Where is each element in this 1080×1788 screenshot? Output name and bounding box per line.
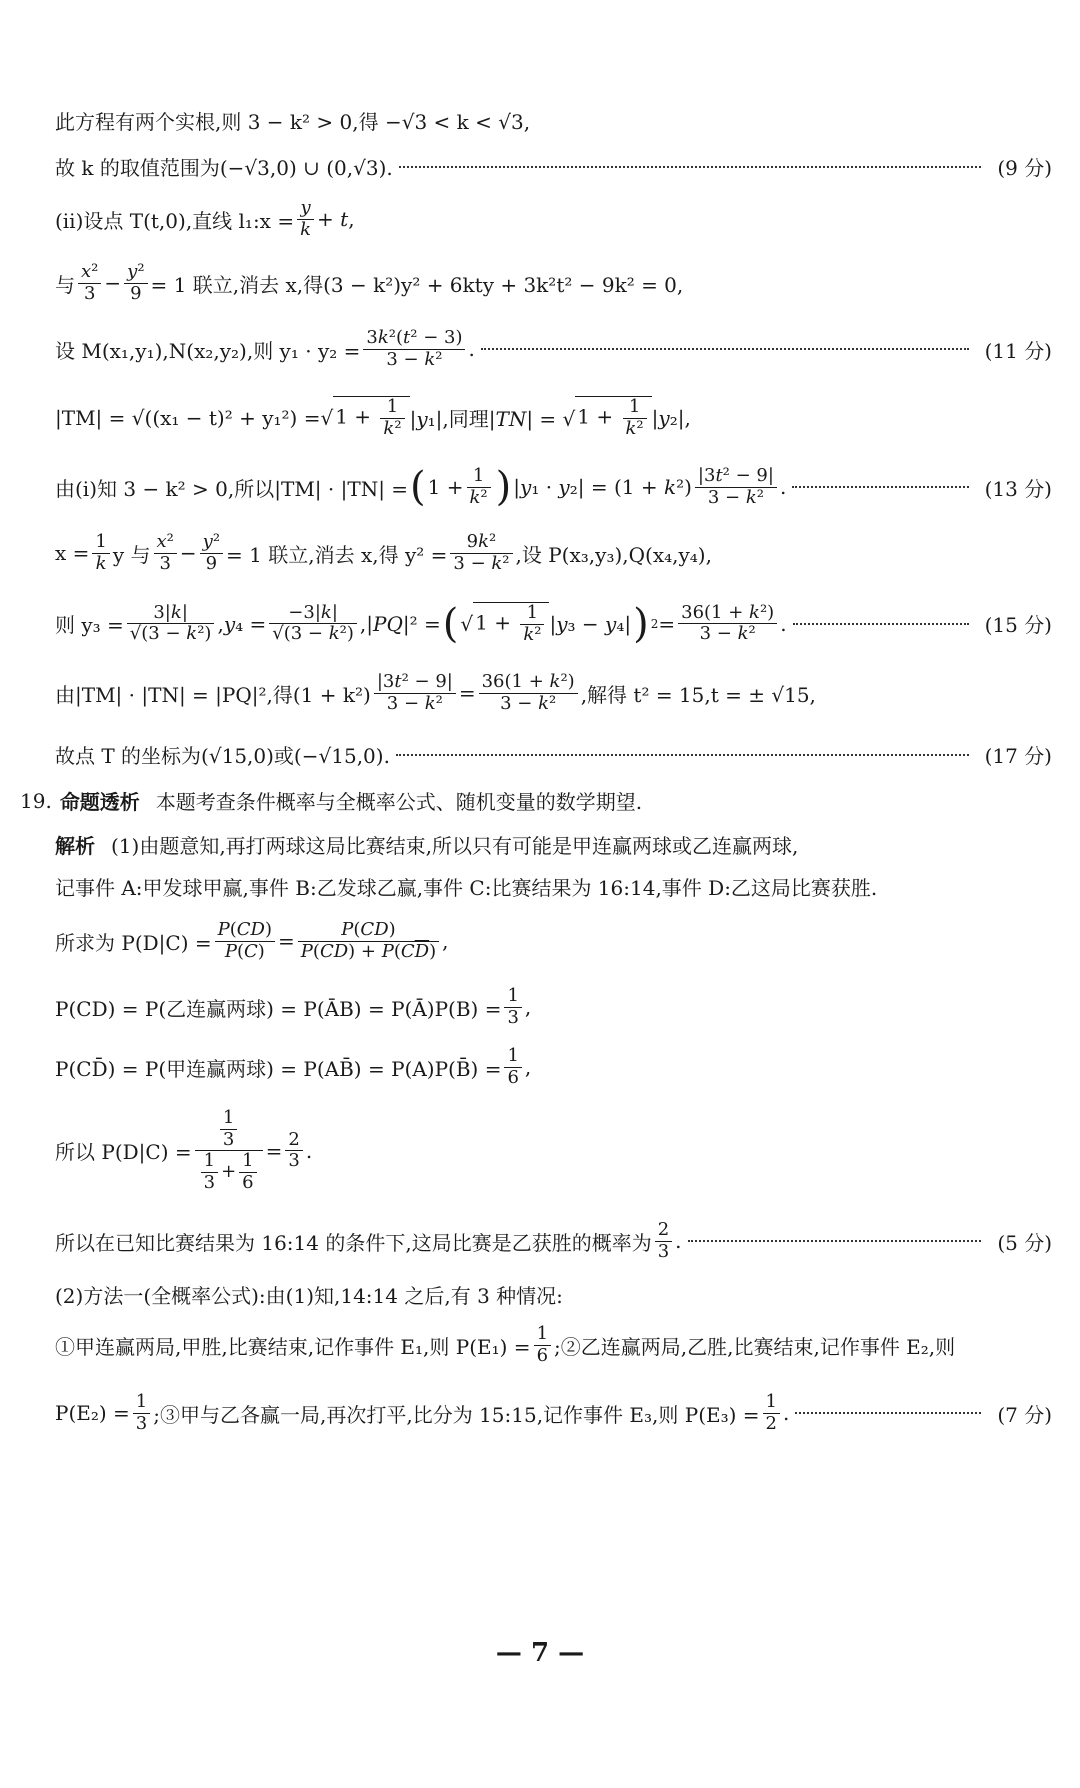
text-jiexi: (1)由题意知,再打两球这局比赛结束,所以只有可能是甲连赢两球或乙连赢两球,	[111, 834, 799, 858]
page-number: — 7 —	[495, 1638, 585, 1668]
line-q19-header	[20, 786, 1052, 815]
text-y2-eq: = 1 联立,消去 x,得 y² =	[226, 542, 448, 567]
text-case3: ;③甲与乙各赢一局,再次打平,比分为 15:15,记作事件 E₃,则 P(E₃) =	[153, 1402, 760, 1427]
question-number: 19.	[20, 788, 52, 813]
text-tm-length: |TM| = √((x₁ − t)² + y₁²) =	[55, 405, 321, 430]
line-conclude: 所以在已知比赛结果为 16:14 的条件下,这局比赛是乙获胜的概率为 $\frac{2}{3}$ . (5 分)	[55, 1219, 1052, 1262]
line-method1	[55, 1280, 1052, 1309]
text-conclude: 所以在已知比赛结果为 16:14 的条件下,这局比赛是乙获胜的概率为	[55, 1230, 652, 1255]
text-t-coords: 故点 T 的坐标为(√15,0)或(−√15,0).	[55, 744, 390, 768]
line-events	[55, 872, 1052, 901]
text-case1: ①甲连赢两局,甲胜,比赛结束,记作事件 E₁,则 P(E₁) =	[55, 1334, 531, 1359]
text-tm-tn: 由(ⅰ)知 3 − k² > 0,所以|TM| · |TN| =	[55, 476, 409, 501]
text-with: 与	[55, 272, 75, 297]
line-case3: P(E₂) = $\frac{1}{3}$ ;③甲与乙各赢一局,再次打平,比分为 15:15,记作事件 E₃,则 P(E₃) = $\frac{1}{2}$ . (7 分)	[55, 1391, 1052, 1434]
score-7: (7 分)	[997, 1402, 1052, 1427]
text-k-range: 故 k 的取值范围为(−√3,0) ∪ (0,√3).	[55, 156, 393, 180]
line-tm-tn: 由(ⅰ)知 3 − k² > 0,所以|TM| · |TN| = ( 1 + $\frac{1}{\text{k²}}$ ) |y₁ · y₂| = (1 + k²) $\frac{\text{|3t² − 9|}}{\text{3 − k²}}$ . (13 分)	[55, 464, 1052, 511]
label-mingti: 命题透析	[59, 790, 140, 814]
line-p-req: 所求为 P(D|C) = $\frac{P(CD)}{P(C)}$ = $\frac{P(CD)}{P(CD) + P(C\overline{D})}$ ,	[55, 919, 449, 962]
line-p-cdbar: P(CD̄) = P(甲连赢两球) = P(AB̄) = P(A)P(B̄) = $\frac{1}{6}$ ,	[55, 1045, 532, 1088]
text-y-with: y 与	[112, 542, 151, 567]
fraction-y-over-k: $\frac{y}{k}$	[297, 198, 314, 240]
score-17: (17 分)	[984, 744, 1052, 768]
text-plus-t: + t,	[317, 207, 355, 232]
score-9: (9 分)	[997, 156, 1052, 180]
line-t-coords	[55, 740, 1052, 769]
leader-dots	[396, 754, 969, 756]
score-11: (11 分)	[984, 338, 1052, 363]
score-15: (15 分)	[984, 613, 1052, 638]
line-real-roots	[55, 106, 1052, 135]
score-13: (13 分)	[984, 476, 1052, 501]
text-p-e2: P(E₂) =	[55, 1401, 130, 1426]
line-pq-length: 则 y₃ = $\frac{3|k|}{\text{√(3 − k²)}}$ ,y₄ = $\frac{-3|k|}{\text{√(3 − k²)}}$ ,|PQ|² = ( √ 1 + $\frac{1}{\text{k²}}$ |y₃ − y₄| ) 2 = $\frac{\text{36(1 + k²)}}{\text{3 − k²}}$ . (15 分)	[55, 600, 1052, 647]
line-jiexi	[55, 830, 1052, 859]
leader-dots	[399, 166, 982, 168]
text-real-roots: 此方程有两个实根,则 3 − k² > 0,得 −√3 < k < √3,	[55, 110, 531, 134]
text-set-pq: ,设 P(x₃,y₃),Q(x₄,y₄),	[515, 542, 712, 567]
text-tm-eq-pq: 由|TM| · |TN| = |PQ|²,得(1 + k²)	[55, 682, 371, 707]
fraction-abs: $\frac{\text{|3t² − 9|}}{\text{3 − k²}}$	[695, 466, 777, 508]
text-x-eq: x =	[55, 541, 90, 566]
text-mingti: 本题考查条件概率与全概率公式、随机变量的数学期望.	[155, 790, 643, 814]
line-product-y: 设 M(x₁,y₁),N(x₂,y₂),则 y₁ · y₂ = $\frac{\text{3k²(t² − 3)}}{\text{3 − k²}}$ . (11 分)	[55, 327, 1052, 370]
text-method1: (2)方法一(全概率公式):由(1)知,14:14 之后,有 3 种情况:	[55, 1284, 563, 1308]
text-p-req: 所求为 P(D|C) =	[55, 930, 212, 955]
line-solve-t: 由|TM| · |TN| = |PQ|²,得(1 + k²) $\frac{\text{|3t² − 9|}}{\text{3 − k²}}$ = $\frac{\text{36(1 + k²)}}{\text{3 − k²}}$ ,解得 t² = 15,t = ± √15,	[55, 671, 816, 714]
fraction-product: $\frac{\text{3k²(t² − 3)}}{\text{3 − k²}}$	[363, 328, 465, 370]
text-events: 记事件 A:甲发球甲赢,事件 B:乙发球乙赢,事件 C:比赛结果为 16:14,事件 D:乙这局比赛获胜.	[55, 876, 878, 900]
text-point-t: (ⅱ)设点 T(t,0),直线 l₁:x =	[55, 208, 295, 233]
text-case2: ;②乙连赢两局,乙胜,比赛结束,记作事件 E₂,则	[554, 1334, 956, 1359]
line-simultaneous: 与 $\frac{\text{x²}}{3}$ − $\frac{\text{y²}}{9}$ = 1 联立,消去 x,得(3 − k²)y² + 6kty + 3k²t² − 9k² = 0,	[55, 261, 684, 304]
text-product-y: 设 M(x₁,y₁),N(x₂,y₂),则 y₁ · y₂ =	[55, 338, 361, 363]
text-y3: 则 y₃ =	[55, 613, 124, 638]
text-solve-t: ,解得 t² = 15,t = ± √15,	[580, 682, 816, 707]
fraction-compound: $\frac{1}{3}$ $\frac{1}{3}$ + $\frac{1}{6}$	[195, 1108, 263, 1194]
line-point-t	[55, 198, 1052, 240]
text-p-cd: P(CD) = P(乙连赢两球) = P(ĀB) = P(Ā)P(B) =	[55, 996, 502, 1021]
fraction-x2-3: $\frac{\text{x²}}{3}$	[78, 262, 101, 304]
line-p-cd: P(CD) = P(乙连赢两球) = P(ĀB) = P(Ā)P(B) = $\frac{1}{3}$ ,	[55, 985, 532, 1028]
line-case12: ①甲连赢两局,甲胜,比赛结束,记作事件 E₁,则 P(E₁) = $\frac{1}{6}$ ;②乙连赢两局,乙胜,比赛结束,记作事件 E₂,则	[55, 1323, 956, 1366]
leader-dots	[793, 623, 969, 625]
fraction-y2-9: $\frac{\text{y²}}{9}$	[124, 262, 147, 304]
leader-dots	[795, 1412, 981, 1414]
label-jiexi: 解析	[55, 834, 95, 858]
fraction-9k2: $\frac{\text{9k²}}{\text{3 − k²}}$	[450, 532, 512, 574]
line-k-range	[55, 152, 1052, 181]
text-quadratic: = 1 联立,消去 x,得(3 − k²)y² + 6kty + 3k²t² − 9k² = 0,	[150, 272, 684, 297]
line-p-so: 所以 P(D|C) = $\frac{1}{3}$ $\frac{1}{3}$ + $\frac{1}{6}$ = $\frac{2}{3}$ .	[55, 1107, 313, 1194]
leader-dots	[792, 486, 968, 488]
text-p-cdbar: P(CD̄) = P(甲连赢两球) = P(AB̄) = P(A)P(B̄) =	[55, 1056, 502, 1081]
leader-dots	[688, 1240, 982, 1242]
sqrt-term: 1 + $\frac{1}{\text{k²}}$	[333, 396, 409, 439]
score-5: (5 分)	[997, 1230, 1052, 1255]
sqrt-term-2: 1 + $\frac{1}{\text{k²}}$	[575, 396, 651, 439]
line-tm-length: |TM| = √((x₁ − t)² + y₁²) = √ 1 + $\frac{1}{\text{k²}}$ |y₁|,同理|TN| = √ 1 + $\frac{1}{\text{k²}}$ |y₂|,	[55, 396, 691, 439]
line-pq-setup: x = $\frac{1}{k}$ y 与 $\frac{\text{x²}}{3}$ − $\frac{\text{y²}}{9}$ = 1 联立,消去 x,得 y² = $\frac{\text{9k²}}{\text{3 − k²}}$ ,设 P(x₃,y₃),Q(x₄,y₄),	[55, 531, 712, 574]
leader-dots	[481, 348, 969, 350]
text-p-so: 所以 P(D|C) =	[55, 1140, 192, 1165]
